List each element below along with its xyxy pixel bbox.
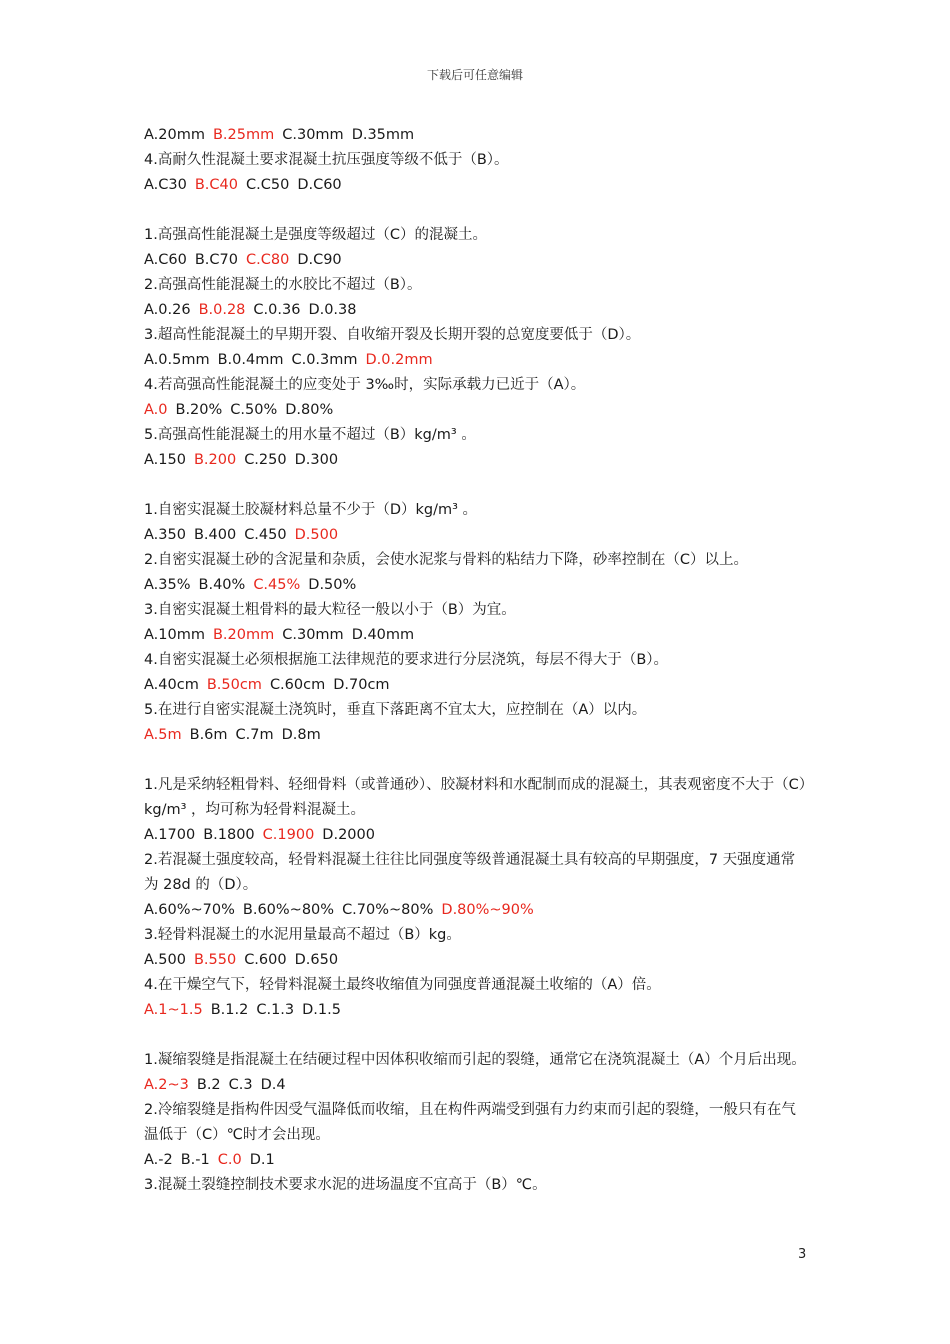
question-text: 5.在进行自密实混凝土浇筑时，垂直下落距离不宜太大，应控制在（A）以内。: [144, 702, 647, 718]
section-spacer: [144, 473, 809, 498]
correct-option: B.0.28: [198, 302, 246, 318]
option: D.70cm: [333, 677, 390, 693]
option: A.C60: [144, 252, 187, 268]
answer-options: [144, 948, 809, 973]
option: A.20mm: [144, 127, 205, 143]
option: D.1.5: [302, 1002, 341, 1018]
option: D.35mm: [351, 127, 415, 143]
correct-option: A.2~3: [144, 1077, 189, 1093]
question-text: 3.混凝土裂缝控制技术要求水泥的进场温度不宜高于（B）℃。: [144, 1177, 547, 1193]
correct-option: C.C80: [246, 252, 290, 268]
answer-options: [144, 398, 809, 423]
option: A.0.26: [144, 302, 191, 318]
section-spacer: [144, 748, 809, 773]
option: D.8m: [281, 727, 321, 743]
option: C.70%~80%: [342, 902, 434, 918]
answer-options: [144, 298, 809, 323]
option: C.7m: [235, 727, 274, 743]
correct-option: D.500: [294, 527, 339, 543]
page-number: 3: [798, 1247, 807, 1262]
option: B.1.2: [210, 1002, 249, 1018]
option: B.6m: [189, 727, 228, 743]
answer-options: [144, 823, 809, 848]
answer-options: [144, 573, 809, 598]
answer-options: [144, 1148, 809, 1173]
correct-option: B.50cm: [206, 677, 262, 693]
option: A.-2: [144, 1152, 173, 1168]
option: D.650: [294, 952, 339, 968]
answer-options: [144, 448, 809, 473]
correct-option: B.200: [193, 452, 237, 468]
option: D.4: [260, 1077, 286, 1093]
option: B.1800: [203, 827, 255, 843]
question-text: 4.在干燥空气下，轻骨料混凝土最终收缩值为同强度普通混凝土收缩的（A）倍。: [144, 977, 661, 993]
option: D.1: [249, 1152, 275, 1168]
correct-option: B.550: [193, 952, 237, 968]
option: B.60%~80%: [242, 902, 335, 918]
question-text: 3.自密实混凝土粗骨料的最大粒径一般以小于（B）为宜。: [144, 602, 516, 618]
option: A.60%~70%: [144, 902, 235, 918]
question-text: 1.凡是采纳轻粗骨料、轻细骨料（或普通砂）、胶凝材料和水配制而成的混凝土，其表观密度不大于（C）kg/m³ ，均可称为轻骨料混凝土。: [144, 777, 806, 818]
option: A.35%: [144, 577, 191, 593]
question-text: 1.高强高性能混凝土是强度等级超过（C）的混凝土。: [144, 227, 487, 243]
option: C.0.36: [253, 302, 301, 318]
option: D.C90: [297, 252, 342, 268]
answer-options: [144, 1073, 809, 1098]
correct-option: B.25mm: [212, 127, 275, 143]
answer-options: [144, 998, 809, 1023]
option: A.C30: [144, 177, 187, 193]
option: B.0.4mm: [217, 352, 284, 368]
question-text: 2.冷缩裂缝是指构件因受气温降低而收缩，且在构件两端受到强有力约束而引起的裂缝，一般只有在气温低于（C）℃时才会出现。: [144, 1102, 796, 1143]
section-spacer: [144, 198, 809, 223]
option: D.80%: [285, 402, 334, 418]
question-text: 4.高耐久性混凝土要求混凝土抗压强度等级不低于（B）。: [144, 152, 509, 168]
option: A.10mm: [144, 627, 205, 643]
option: B.2: [196, 1077, 221, 1093]
option: A.500: [144, 952, 186, 968]
correct-option: D.80%~90%: [441, 902, 534, 918]
option: C.600: [244, 952, 287, 968]
option: B.20%: [175, 402, 223, 418]
option: C.50%: [230, 402, 278, 418]
correct-option: B.C40: [194, 177, 238, 193]
option: B.C70: [194, 252, 238, 268]
option: D.300: [294, 452, 339, 468]
option: C.30mm: [282, 627, 344, 643]
question-text: 4.自密实混凝土必须根据施工法律规范的要求进行分层浇筑，每层不得大于（B）。: [144, 652, 669, 668]
question-text: 2.高强高性能混凝土的水胶比不超过（B）。: [144, 277, 422, 293]
option: D.2000: [322, 827, 375, 843]
correct-option: A.0: [144, 402, 168, 418]
question-text: 1.凝缩裂缝是指混凝土在结硬过程中因体积收缩而引起的裂缝，通常它在浇筑混凝土（A）个月后出现。: [144, 1052, 806, 1068]
option: A.0.5mm: [144, 352, 210, 368]
correct-option: C.1900: [262, 827, 315, 843]
option: B.400: [193, 527, 237, 543]
correct-option: B.20mm: [212, 627, 275, 643]
option: A.350: [144, 527, 186, 543]
option: C.3: [228, 1077, 253, 1093]
option: C.60cm: [269, 677, 326, 693]
correct-option: D.0.2mm: [365, 352, 433, 368]
answer-options: [144, 723, 809, 748]
correct-option: C.45%: [253, 577, 301, 593]
correct-option: A.1~1.5: [144, 1002, 203, 1018]
option: C.450: [244, 527, 287, 543]
question-text: 3.超高性能混凝土的早期开裂、自收缩开裂及长期开裂的总宽度要低于（D）。: [144, 327, 641, 343]
answer-options: [144, 348, 809, 373]
answer-options: [144, 173, 809, 198]
question-text: 2.若混凝土强度较高，轻骨料混凝土往往比同强度等级普通混凝土具有较高的早期强度，7 天强度通常为 28d 的（D）。: [144, 852, 796, 893]
option: C.30mm: [282, 127, 344, 143]
correct-option: C.0: [217, 1152, 242, 1168]
question-text: 1.自密实混凝土胶凝材料总量不少于（D）kg/m³ 。: [144, 502, 478, 518]
option: D.C60: [297, 177, 342, 193]
option: D.50%: [308, 577, 357, 593]
option: D.0.38: [308, 302, 357, 318]
option: C.250: [244, 452, 287, 468]
answer-options: [144, 898, 809, 923]
answer-options: [144, 123, 809, 148]
option: A.1700: [144, 827, 196, 843]
question-text: 5.高强高性能混凝土的用水量不超过（B）kg/m³ 。: [144, 427, 476, 443]
option: B.-1: [180, 1152, 210, 1168]
option: D.40mm: [351, 627, 415, 643]
answer-options: [144, 523, 809, 548]
option: B.40%: [198, 577, 246, 593]
question-text: 2.自密实混凝土砂的含泥量和杂质，会使水泥浆与骨料的粘结力下降，砂率控制在（C）以上。: [144, 552, 748, 568]
option: A.40cm: [144, 677, 199, 693]
option: A.150: [144, 452, 186, 468]
answer-options: [144, 673, 809, 698]
option: C.1.3: [256, 1002, 295, 1018]
answer-options: [144, 623, 809, 648]
option: C.C50: [246, 177, 290, 193]
answer-options: [144, 248, 809, 273]
option: C.0.3mm: [291, 352, 358, 368]
question-text: 3.轻骨料混凝土的水泥用量最高不超过（B）kg。: [144, 927, 461, 943]
section-spacer: [144, 1023, 809, 1048]
question-text: 4.若高强高性能混凝土的应变处于 3‰时，实际承载力已近于（A）。: [144, 377, 586, 393]
page-header: 下载后可任意编辑: [426, 68, 523, 82]
correct-option: A.5m: [144, 727, 182, 743]
document-body: [144, 123, 809, 1198]
